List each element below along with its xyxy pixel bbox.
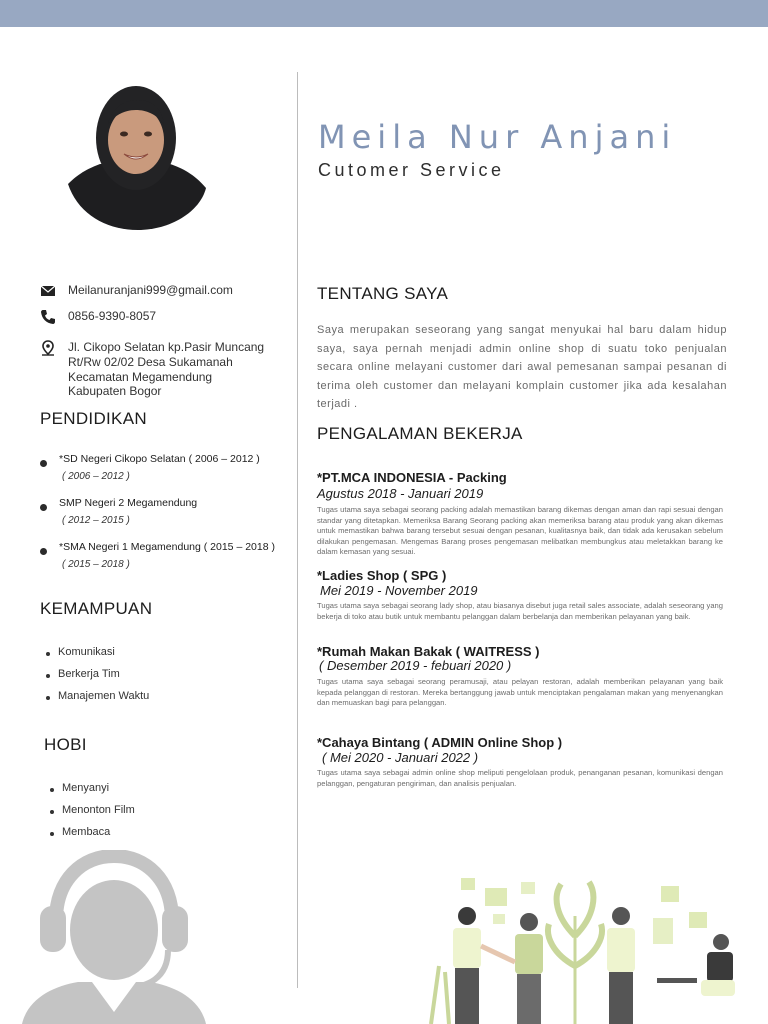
- address-line-3: Kecamatan Megamendung: [68, 370, 213, 384]
- job-description: Tugas utama saya sebagai seorang lady shop, atau biasanya disebut juga retail sales associate, adalah seseorang yang bekerja di toko atau butik untuk membantu pelanggan dalam berbelanja dan memberikan pelayanan yang baik.: [317, 601, 723, 621]
- address-line-2: Rt/Rw 02/02 Desa Sukamanah: [68, 355, 233, 369]
- hobby-label: Membaca: [62, 826, 111, 838]
- about-heading: TENTANG SAYA: [317, 284, 449, 303]
- skill-label: Manajemen Waktu: [58, 690, 150, 702]
- job-title: *PT.MCA INDONESIA - Packing: [317, 470, 507, 485]
- bullet-dot: [46, 652, 50, 656]
- education-heading: PENDIDIKAN: [40, 409, 147, 428]
- location-pin-icon: [40, 340, 56, 356]
- about-text: Saya merupakan seseorang yang sangat menyukai hal baru dalam hidup saya, saya pernah menjadi admin online shop di suatu toko penjualan secara online melayani customer dari awal pemesanan sampai pesanan di terima oleh customer dan melayani komplain customer jika ada kesalahan terjadi .: [317, 324, 727, 411]
- bullet-dot: [40, 548, 47, 555]
- skill-label: Berkerja Tim: [58, 668, 120, 680]
- skills-heading: KEMAMPUAN: [40, 599, 153, 618]
- team-collaboration-illustration: [425, 876, 755, 1024]
- phone-text: 0856-9390-8057: [68, 309, 157, 323]
- bullet-dot: [50, 788, 54, 792]
- email-text: Meilanuranjani999@gmail.com: [68, 283, 233, 297]
- phone-icon: [40, 309, 56, 325]
- bullet-dot: [46, 696, 50, 700]
- job-description: Tugas utama saya sebagai seorang packing adalah memastikan barang dikemas dengan aman dan rapi sesuai dengan standar yang ditetapkan. Memeriksa Barang Seorang packing akan memeriksa barang atau produk yang akan dikemas untuk memastikan bahwa barang tersebut sesuai dengan pesanan, kualitasnya baik, dan tidak ada kerusakan sebelum dilakukan pengemasan. Mengemas Barang proses pengemasan melibatkan membungkus atau meletakkan barang ke dalam kemasan yang sesuai.: [317, 505, 723, 556]
- address-line-4: Kabupaten Bogor: [68, 384, 162, 398]
- hobbies-heading: HOBI: [44, 735, 87, 754]
- customer-service-headset-icon: [18, 850, 208, 1024]
- bullet-dot: [40, 460, 47, 467]
- job-period: Mei 2019 - November 2019: [320, 583, 478, 598]
- experience-heading: PENGALAMAN BEKERJA: [317, 424, 523, 443]
- job-title: *Ladies Shop ( SPG ): [317, 568, 447, 583]
- school-name: *SMA Negeri 1 Megamendung ( 2015 – 2018 ): [59, 541, 275, 553]
- job-period: ( Desember 2019 - febuari 2020 ): [319, 658, 512, 673]
- school-name: SMP Negeri 2 Megamendung: [59, 497, 198, 509]
- hobby-label: Menyanyi: [62, 782, 110, 794]
- job-title: *Cahaya Bintang ( ADMIN Online Shop ): [317, 735, 563, 750]
- address-line-1: Jl. Cikopo Selatan kp.Pasir Muncang: [68, 340, 265, 354]
- school-years: ( 2012 – 2015 ): [62, 515, 130, 526]
- bullet-dot: [46, 674, 50, 678]
- school-years: ( 2006 – 2012 ): [62, 471, 130, 482]
- bullet-dot: [50, 832, 54, 836]
- job-role: Cutomer Service: [318, 160, 505, 180]
- profile-photo: [60, 72, 210, 232]
- school-name: *SD Negeri Cikopo Selatan ( 2006 – 2012 ): [59, 453, 260, 465]
- school-years: ( 2015 – 2018 ): [62, 559, 130, 570]
- skill-label: Komunikasi: [58, 646, 115, 658]
- job-description: Tugas utama saya sebagai seorang peramusaji, atau pelayan restoran, adalah memberikan pelayanan yang baik kepada pelanggan di restoran. Mereka bertanggung jawab untuk menciptakan pengalaman makan yang menyenangkan dan memuaskan bagi para pelanggan.: [317, 677, 723, 707]
- person-name: Meila Nur Anjani: [318, 118, 677, 156]
- job-title: *Rumah Makan Bakak ( WAITRESS ): [317, 644, 540, 659]
- bullet-dot: [50, 810, 54, 814]
- job-period: ( Mei 2020 - Januari 2022 ): [322, 750, 479, 765]
- top-accent-bar: [0, 0, 768, 27]
- job-period: Agustus 2018 - Januari 2019: [317, 486, 484, 501]
- column-divider: [297, 72, 298, 988]
- hobby-label: Menonton Film: [62, 804, 135, 816]
- bullet-dot: [40, 504, 47, 511]
- job-description: Tugas utama saya sebagai admin online shop meliputi pengelolaan produk, penanganan pesanan, komunikasi dengan pelanggan, pengaturan pengiriman, dan analisis penjualan.: [317, 768, 723, 788]
- mail-icon: [40, 283, 56, 299]
